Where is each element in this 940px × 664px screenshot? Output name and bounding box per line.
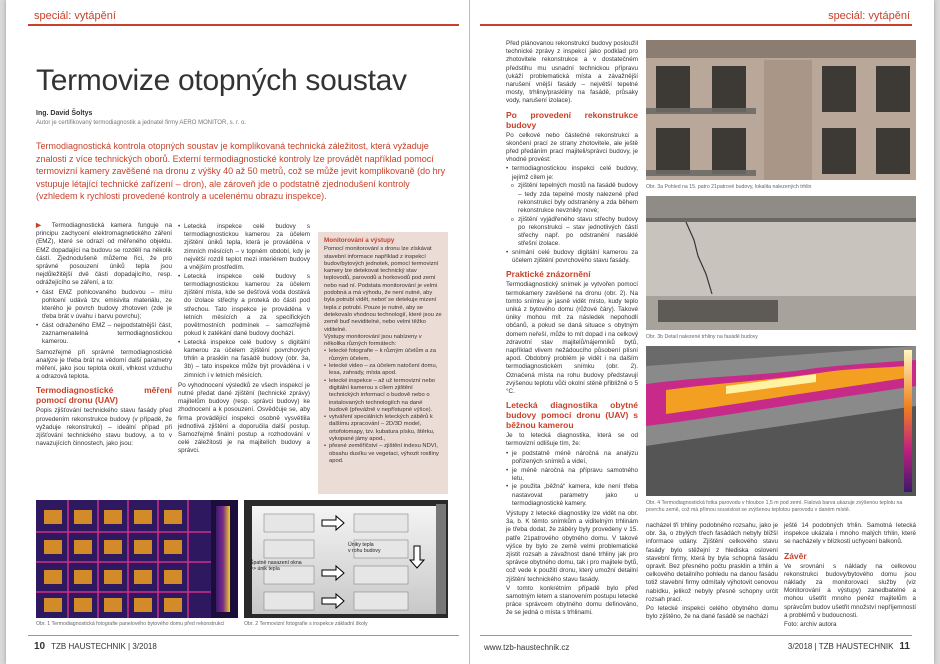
website-url[interactable]: www.tzb-haustechnik.cz [484,643,570,652]
figure-3a-facade [646,40,916,180]
paragraph: Po celkové nebo částečné rekonstrukci a skončení prací ze strany zhotovitele, ale ještě před předáním prací majiteli/správci budovy, je vhodné provést: [506,131,638,164]
list-item: • je méně náročná na přípravu samotného letu, [506,467,638,483]
footer-rule [28,635,459,636]
text-column-2 [178,222,310,457]
header-rule [480,24,912,26]
list [506,165,638,265]
list-item: • letecké video – za účelem natočení domu, lesa, zahrady, místa apod. [324,363,442,378]
subheading: Po provedení rekonstrukce budovy [506,109,638,130]
figure-1-thermal-building [36,500,238,618]
article-lead: Termodiagnostická kontrola otopných soustav je komplikovaná technická záležitost, která vyžaduje znalosti z více technických oborů. Externí termodiagnostické kontroly lze provádět například pomocí termovizní kamery zavěšené na dronu z výšky 40 až 50 metrů, což se může jevit komplikovaně (do hry vstupuje létající technické zařízení – dron), ale zároveň jde o podstatně zjednodušení kontroly (vzhledem k rychlosti provedené kontroly a ucelenému obrazu inspekce). [36,141,446,201]
paragraph: Výstupy monitorování jsou nabízeny v několika různých formátech: [324,333,422,348]
list [506,450,638,508]
list-item: • letecké fotografie – k různým účelům a za různým účelem, [324,348,442,363]
list-item: • část EMZ pohlcovaného budovou – míru pohlcení udává tzv. emisivita materiálu, ze kterého je povrch budovy zhotoven (zde je třeba brát v úvahu i barvu povrchu); [36,289,172,322]
list-item: • část odraženého EMZ – nejpodstatnější část, zaznamenatelná termodiagnostickou kamerou. [36,322,172,347]
paragraph: Termodiagnostický snímek je vytvořen pomocí termokamery zavěšené na dronu (obr. 2). Na tomto snímku je jasně vidět místo, kudy teplo uniká z bytového domu (růžové čáry). Takové úniky mohou mít za následek nepohodlí občanů, a pokud se daná situace s obytným domem neřeší, může to mít dopad i na celkový zdravotní stav majitelů/nájemníků bytů, například vlivem nežádoucího působení plísní apod. Obdobný problém je vidět i na dalším termodiagnostickém snímku (obr. 2). Označená místa na rohu budovy představují zvýšenou teplotu vůči okolní stěně přibližně o 5 °C. [506,281,638,396]
thermal-building-image [36,500,238,618]
author-name: Ing. David Šoltys [36,110,93,117]
sidebar-title: Monitorování a výstupy [324,237,395,244]
list [324,348,442,465]
list-item: • termodiagnostickou inspekci celé budovy, jejímž cílem je: [506,165,638,181]
list [36,289,172,347]
text-column-3 [506,40,638,619]
text-column-4 [646,522,778,622]
author-affiliation: Autor je certifikovaný termodiagnostik a jednatel firmy AERO MONITOR, s. r. o. [36,120,246,126]
figure-1-caption: Obr. 1 Termodiagnostická fotografie panelového bytového domu před rekonstrukcí [36,621,225,627]
magazine-spread [6,0,934,664]
paragraph: Je to letecká diagnostika, která se od termovizní odlišuje tím, že: [506,432,638,448]
crack-photo [646,196,916,330]
paragraph: Ve srovnání s náklady na celkovou rekonstrukci budovy/bytového domu jsou náklady za monitorovací služby (viz Monitorování a výstupy) zanedbatelné a mohou ušetřit mnoho peněz majitelům a správcům budov ušetřit množství nepříjemností a problémů v budoucnosti. [784,562,916,619]
paragraph: ▶ Termodiagnostická kamera funguje na principu zachycení elektromagnetického záření (EMZ), které se odrazí od měřeného objektu. EMZ dopadající na budovu se rozdělí na několik částí. Zjednodušeně můžeme říci, že pro správné posouzení úniků tepla jsou nejdůležitější dvě části dopadajícího, resp. odrážejícího se záření, a to: [36,222,172,287]
list-item: o zjištění vyjádřeného stavu střechy budovy po rekonstrukci – stav jednotlivých částí střechy např. po odstranění nasáklé střešní izolace. [506,216,638,249]
paragraph: Pomocí monitorování s dronu lze získávat stavební informace například z inspekcí budov/bytových jednotek, pomocí termovizní kamery lze detekovat technický stav teplovodů, parovodů a horkovodů pod zemí nebo nad ní. Podstata monitorování je velmi podobná a má výhodu, že není nutné, aby byla potrubí vidět, neboť se detekuje mizení tepla z potrubí. Pouze je nutné, aby se detekovalo vhodnou technologií, které jsou ze země buď neviditelné, nebo velmi těžko viditelné. [324,246,442,333]
subheading: Závěr [784,550,807,561]
list-item: • Letecká inspekce celé budovy s termodiagnostickou kamerou za účelem zjištění místa, kde se dešťová voda dostává do izolace střechy a proteká do části pod střechou. Tato inspekce je prováděna v letních měsících a za specifických povětrnostních podmínek – samozřejmě pokud k zatékání dané budovy dochází. [178,273,310,339]
journal-name: 3/2018 | TZB HAUSTECHNIK [787,642,894,651]
paragraph: nacházel tři trhliny podobného rozsahu, jako je obr. 3a, o zbylých třech fasádách nebyly bližší informace udány. Zjištění celkového stavu fasády bylo stěžejní z hlediska oslovení stavební firmy, která by byla schopná fasádu opravit. Bez přesného počtu prasklin a trhlin a celkového detailního pohledu na danou fasádu totiž stavební firmy odmítaly výhotovit cenovou nabídku, jelikož nebyly přesně schopny určit rozsah prací. [646,522,778,603]
text-column-5 [784,522,916,630]
list-item: • je použita „běžná“ kamera, kde není třeba nastavovat parametry jako u termodiagnostické kamery. [506,483,638,508]
figure-3a-caption: Obr. 3a Pohled na 15. patro 21patrové budovy, lokalita nalezených trhlin [646,184,812,190]
page-number: 10 [34,641,46,652]
section-header: speciál: vytápění [34,10,116,22]
journal-name: TZB HAUSTECHNIK | 3/2018 [51,642,157,651]
facade-photo [646,40,916,180]
figure-2-caption: Obr. 2 Termovizní fotografie s inspekce základní školy [244,621,368,627]
section-header: speciál: vytápění [828,10,910,22]
right-page [470,0,934,664]
left-footer [34,641,157,652]
text-column-1 [36,222,172,449]
figure-4-caption: Obr. 4 Termodiagnostická fotka parovodu v hloubce 1,5 m pod zemí. Fialová barva ukazuje zvýšenou teplotu na povrchu země, což má přímou souvislost se zvýšenou teplotou parovodu v daném místě. [646,500,903,513]
figure-2-label-window: Špatně nasazení okna => únik tepla [250,560,302,572]
figure-3b-crack [646,196,916,330]
photo-credit: Foto: archiv autora [784,621,837,629]
paragraph: Popis zjišťování technického stavu fasády před provedením rekonstrukce budovy (v případě, že vyžaduje rekonstrukci) – ideální případ při zjišťování technického stavu budovy, a to v navazujících činnostech, jako jsou: [36,407,172,448]
paragraph: Před plánovanou rekonstrukcí budovy posloužil technické zprávy z inspekcí jako podklad pro zhotovitele rekonstrukce a v dostatečném předstihu mu usnadní technickou přípravu (ukáží problematická místa a závažnější narušení vnější fasády – největší tepelné mosty, trhliny/praskliny na fasádě, průsaky vody, narušení izolace). [506,40,638,105]
subheading: Letecká diagnostika obytné budovy pomocí dronu (UAV) s běžnou kamerou [506,400,638,431]
paragraph: ještě 14 podobných trhlin. Samotná letecká inspekce ukázala i mnoho malých trhlin, které se nacházely v blízkosti uchycení balkonů. [784,522,916,546]
subheading: Termodiagnostické měření pomocí dronu (UAV) [36,385,172,406]
header-rule [28,24,459,26]
thermal-school-image [244,500,448,618]
list [178,223,310,380]
footer-rule [480,635,912,636]
list-item: • přesné zeměřičství – zjištění indexu NDVI, obsahu dusíku ve vegetaci, výhozit rostliny apod. [324,443,442,465]
paragraph: Po vyhodnocení výsledků ze všech inspekcí je nutné předat dané zjištění (technické zprávy) majitelům budovy (resp. správci budovy) ke zhodnocení a k posouzení. Osvědčuje se, aby firma provádějící inspekci osobně vysvětlila jednotlivá zjištění a doporučila další postup. Samozřejmě finální postup a rozhodování v celé záležitosti je na majitelích budovy a správci. [178,381,310,455]
sidebar-box [318,232,448,494]
article-title: Termovize otopných soustav [36,64,407,97]
list-item: o zjištění tepelných mostů na fasádě budovy – tedy zda tepelné mosty nalezené před rekonstrukcí byly odstraněny a zda během rekonstrukce nevznikly nové; [506,182,638,215]
page-number: 11 [899,641,910,652]
list-item: • letecké inspekce – až už termovizní nebo digitální kamerou s cílem zjištění technických informací o budově nebo o instalovaných technologiích na dané budově (převážně v nepřístupné výšce). [324,378,442,414]
paragraph: Výstupy z letecké diagnostiky lze vidět na obr. 3a, b. K těmto snímkům a viditelným trhlinám je třeba dodat, že záběry byly provedeny v 15. patře 21patrového obytného domu. V takové výšce by bylo ze země velmi problematické zjistit rozsah a závažnost dané trhliny jak pro správce obytného domu, tak i pro majitele bytů, což vede k použití dronu, který umožní detailní zjištění technického stavu fasády. [506,510,638,583]
list-item: • Letecká inspekce celé budovy s termodiagnostickou kamerou za účelem zjištění úniků tepla, která je prováděna v zimních měsících – v topném období, kdy je největší rozdíl teplot mezi interiérem budovy a vnějším prostředím. [178,223,310,272]
left-page [6,0,470,664]
figure-4-thermal-pipe [646,346,916,496]
paragraph: Samozřejmě při správné termodiagnostické analýze je třeba brát na vědomí další parametry měření, jako jsou teplota okolí, vlhkost vzduchu a odrazová teplota. [36,348,172,381]
thermal-pipe-image [646,346,916,496]
list-item: • je podstatně méně náročná na analýzu pořízených snímků a videí, [506,450,638,466]
paragraph: Po letecké inspekci celého obytného domu bylo zjištěno, že na dané fasádě se nachází [646,605,778,621]
list-item: • vytváření speciálních leteckých záběrů k dalšímu zpracování – 2D/3D model, ortofotomapy, tzv. kubatura písku, štěrku, vykopané jámy apod., [324,414,442,443]
figure-2-label-roof: Úniky tepla v rohu budovy [348,542,381,554]
figure-2-thermal-school [244,500,448,618]
figure-3b-caption: Obr. 3b Detail nalezené trhliny na fasádě budovy [646,334,758,340]
list-item: • Letecká inspekce celé budovy s digitální kamerou za účelem zjištění povrchových trhlin a prasklin na fasádě budovy (obr. 3a, 3b) – tato inspekce může být prováděna i v zimních i v letních měsících. [178,339,310,380]
paragraph: V tomto konkrétním případě bylo před samotným letem a stanovením postupu letecké práce správcem obytného domu definováno, že se jedná o místa s trhlinami. [506,584,638,617]
list-item: • snímání celé budovy digitální kamerou za účelem zjištění povrchového stavu fasády. [506,249,638,265]
subheading: Praktické znázornění [506,269,591,280]
right-footer [788,641,910,652]
